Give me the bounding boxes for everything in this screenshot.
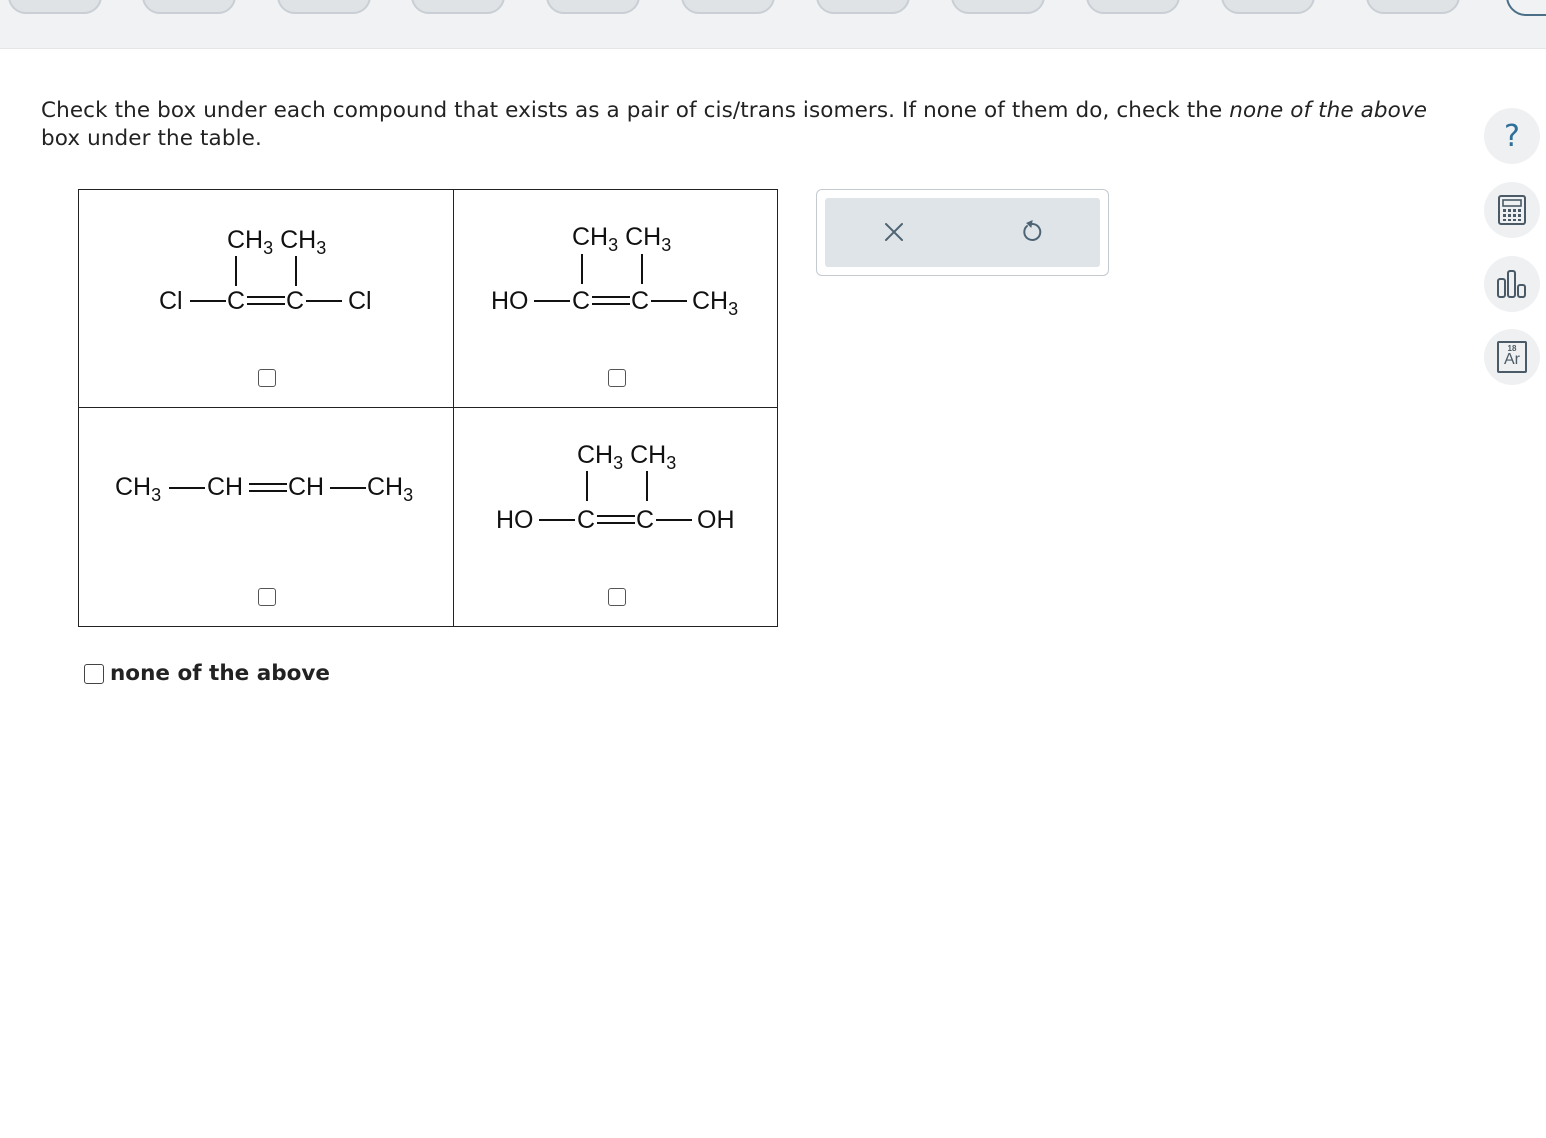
atom-left: HO [496, 506, 534, 534]
instructions-text-end: box under the table. [41, 126, 262, 151]
atom-left: $CH_3$ [115, 473, 162, 505]
atom-right: OH [697, 506, 735, 534]
compound-cell-2 [454, 190, 778, 408]
substituent-ch3-ch3: $CH_3$ $CH_3$ [577, 441, 677, 473]
compound-cell-3 [79, 408, 454, 627]
nav-tab-3[interactable] [277, 0, 371, 14]
compound-1-checkbox[interactable] [258, 369, 276, 387]
undo-icon [1019, 219, 1045, 245]
top-bar [0, 0, 1546, 49]
periodic-table-button[interactable] [1484, 329, 1540, 385]
atom-ch: CH [207, 473, 244, 501]
nav-tab-1[interactable] [8, 0, 102, 14]
atom-ch: CH [288, 473, 325, 501]
clear-button[interactable] [878, 216, 910, 248]
bond-single [330, 487, 366, 489]
atom-right: Cl [348, 287, 372, 315]
substituent-ch3-ch3: $CH_3$ $CH_3$ [572, 223, 672, 255]
question-instructions [41, 97, 1461, 153]
nav-tab-7[interactable] [816, 0, 910, 14]
bond-vertical [646, 471, 648, 501]
bond-double-b [597, 522, 635, 524]
question-mark-icon: ? [1504, 118, 1520, 154]
nav-tab-6[interactable] [681, 0, 775, 14]
compound-2-checkbox[interactable] [608, 369, 626, 387]
bond-vertical [586, 471, 588, 501]
bond-vertical [235, 256, 237, 286]
bar-chart-icon [1495, 267, 1529, 301]
nav-tab-4[interactable] [411, 0, 505, 14]
compound-3-checkbox[interactable] [258, 588, 276, 606]
none-of-the-above-label[interactable]: none of the above [110, 661, 330, 686]
instructions-emphasis: none of the above [1229, 98, 1428, 123]
bond-single [190, 300, 226, 302]
substituent-ch3-ch3: $CH_3$ $CH_3$ [227, 226, 327, 258]
element-symbol: Ar [1504, 351, 1520, 368]
bond-single [534, 300, 570, 302]
bond-double-b [249, 490, 287, 492]
none-of-the-above-option[interactable] [84, 661, 330, 686]
bond-single [656, 519, 692, 521]
compound-cell-1 [79, 190, 454, 408]
bond-single [306, 300, 342, 302]
none-of-the-above-checkbox[interactable] [84, 664, 104, 684]
bond-double-b [247, 303, 285, 305]
action-button-bar [825, 198, 1100, 267]
close-icon [882, 220, 906, 244]
bond-single [169, 487, 205, 489]
atom-right: $CH_3$ [367, 473, 414, 505]
nav-tab-11[interactable] [1366, 0, 1460, 14]
nav-tab-10[interactable] [1221, 0, 1315, 14]
bond-double-a [597, 515, 635, 517]
compound-cell-4 [454, 408, 778, 627]
bond-double-a [247, 296, 285, 298]
atomic-number: 18 [1507, 344, 1517, 353]
calculator-button[interactable] [1484, 182, 1540, 238]
bond-vertical [581, 254, 583, 284]
bond-single [539, 519, 575, 521]
compound-4-checkbox[interactable] [608, 588, 626, 606]
atom-carbon: C [631, 287, 650, 315]
nav-tab-2[interactable] [142, 0, 236, 14]
answer-action-panel [816, 189, 1109, 276]
calculator-icon [1497, 194, 1527, 226]
atom-carbon: C [636, 506, 655, 534]
nav-corner-tab[interactable] [1506, 0, 1546, 16]
bond-single [651, 300, 687, 302]
bond-vertical [641, 254, 643, 284]
atom-carbon: C [572, 287, 591, 315]
atom-left: Cl [159, 287, 183, 315]
nav-tab-5[interactable] [546, 0, 640, 14]
atom-left: HO [491, 287, 529, 315]
atom-right: $CH_3$ [692, 287, 739, 319]
data-chart-button[interactable] [1484, 256, 1540, 312]
bond-double-a [249, 483, 287, 485]
atom-carbon: C [227, 287, 246, 315]
nav-tab-9[interactable] [1086, 0, 1180, 14]
bond-double-a [592, 296, 630, 298]
periodic-table-icon [1497, 341, 1527, 373]
compound-table [78, 189, 778, 627]
atom-carbon: C [577, 506, 596, 534]
nav-tab-8[interactable] [951, 0, 1045, 14]
bond-vertical [295, 256, 297, 286]
instructions-text: Check the box under each compound that exists as a pair of cis/trans isomers. If none of them do, check the [41, 98, 1230, 123]
help-button[interactable] [1484, 108, 1540, 164]
bond-double-b [592, 303, 630, 305]
undo-button[interactable] [1016, 216, 1048, 248]
atom-carbon: C [286, 287, 305, 315]
